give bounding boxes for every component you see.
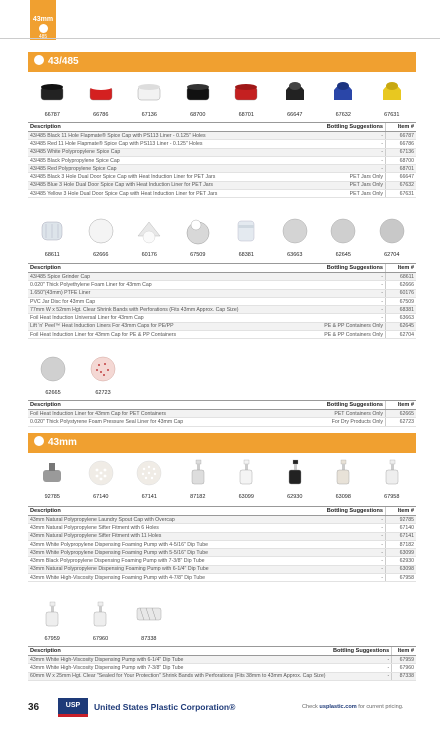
row-item-number[interactable]: 87182 — [386, 540, 417, 548]
page-number: 36 — [28, 702, 40, 713]
product-number: 67509 — [190, 252, 206, 258]
product-image-67632 — [328, 76, 358, 106]
pricing-note-pre: Check — [302, 704, 320, 710]
table-row — [28, 418, 416, 426]
row-item-number[interactable]: 62723 — [386, 418, 417, 426]
table-row — [28, 173, 416, 181]
row-description: PVC Jar Disc for 43mm Cap — [28, 297, 291, 305]
row-item-number[interactable]: 63663 — [386, 314, 417, 322]
product-number: 62665 — [45, 390, 61, 396]
row-item-number[interactable]: 68700 — [386, 156, 417, 164]
row-description: 43mm White Polypropylene Dispensing Foaming Pump with 4-5/16" Dip Tube — [28, 540, 291, 548]
row-description: 1.650"(43mm) PTFE Liner — [28, 289, 291, 297]
product-number: 63099 — [238, 494, 254, 500]
row-description: 43/485 Yellow 3 Hole Dual Door Spice Cap with Heat Induction Liner for PET Jars — [28, 190, 291, 198]
row-item-number[interactable]: 68381 — [386, 306, 417, 314]
product-number: 67141 — [141, 494, 157, 500]
product-62930[interactable] — [271, 458, 320, 502]
row-description: 43/485 Spice Grinder Cap — [28, 273, 291, 281]
product-63098[interactable] — [319, 458, 368, 502]
product-number: 67631 — [384, 112, 400, 118]
col-bottling: Bottling Suggestions — [291, 401, 386, 410]
row-bottling: - — [291, 557, 386, 565]
row-bottling: - — [291, 165, 386, 173]
col-item: Item # — [392, 647, 416, 656]
table-row — [28, 148, 416, 156]
product-row-2 — [28, 216, 416, 262]
row-description: 43mm White High-Viscosity Dispensing Pump with 7-3/8" Dip Tube — [28, 664, 327, 672]
table-row — [28, 524, 416, 532]
row-item-number[interactable]: 62665 — [386, 410, 417, 418]
table-row — [28, 557, 416, 565]
row-bottling: - — [291, 574, 386, 582]
product-row-5 — [28, 600, 173, 644]
product-number: 67136 — [141, 112, 157, 118]
product-image-68701 — [231, 76, 261, 106]
product-number: 87338 — [141, 636, 157, 642]
table-header-row — [28, 123, 416, 132]
table-row — [28, 565, 416, 573]
row-bottling: - — [291, 524, 386, 532]
col-description: Description — [28, 647, 327, 656]
row-item-number[interactable]: 67509 — [386, 297, 417, 305]
product-image-67958 — [377, 458, 407, 488]
product-image-62665 — [38, 354, 68, 384]
table-row — [28, 165, 416, 173]
section-header-43mm — [28, 433, 416, 453]
product-image-67631 — [377, 76, 407, 106]
spec-table-5 — [28, 646, 416, 681]
row-bottling: - — [291, 132, 386, 140]
row-bottling: PET Jars Only — [291, 181, 386, 189]
row-description: 43mm Natural Polypropylene Dispensing Foaming Pump with 6-1/4" Dip Tube — [28, 565, 291, 573]
row-item-number[interactable]: 67960 — [392, 664, 416, 672]
row-description: 0.020" Thick Polystyrene Foam Pressure Seal Liner for 43mm Cap — [28, 418, 291, 426]
product-66647[interactable] — [271, 76, 320, 118]
product-image-63098 — [328, 458, 358, 488]
row-item-number[interactable]: 63098 — [386, 565, 417, 573]
row-bottling: - — [291, 532, 386, 540]
product-row-3 — [28, 354, 128, 396]
table-row — [28, 331, 416, 339]
product-number: 68701 — [238, 112, 254, 118]
product-67631[interactable] — [368, 76, 417, 118]
table-row — [28, 273, 416, 281]
spec-table-4 — [28, 506, 416, 582]
row-item-number[interactable]: 68701 — [386, 165, 417, 173]
product-number: 60176 — [141, 252, 157, 258]
product-number: 68611 — [44, 252, 60, 258]
row-item-number[interactable]: 66647 — [386, 173, 417, 181]
row-item-number[interactable]: 66787 — [386, 132, 417, 140]
row-bottling: - — [291, 516, 386, 524]
row-item-number[interactable]: 67140 — [386, 524, 417, 532]
product-image-60176 — [134, 216, 164, 246]
product-row-4 — [28, 458, 416, 502]
spec-table-1 — [28, 122, 416, 198]
col-description: Description — [28, 401, 291, 410]
row-bottling: PET Containers Only — [291, 410, 386, 418]
row-item-number[interactable]: 67136 — [386, 148, 417, 156]
product-image-66787 — [37, 76, 67, 106]
product-92785[interactable] — [28, 458, 77, 502]
row-item-number[interactable]: 63099 — [386, 549, 417, 557]
website-link[interactable]: usplastic.com — [319, 704, 357, 710]
row-item-number[interactable]: 67631 — [386, 190, 417, 198]
product-image-63099 — [231, 458, 261, 488]
circle-icon — [34, 436, 44, 446]
product-68611[interactable] — [28, 216, 77, 262]
table-row — [28, 281, 416, 289]
row-item-number[interactable]: 66786 — [386, 140, 417, 148]
row-item-number[interactable]: 62704 — [386, 331, 417, 339]
row-description: 43mm Natural Polypropylene Sifter Fitment with 6 Holes — [28, 524, 291, 532]
row-description: 43/485 Red Polypropylene Spice Cap — [28, 165, 291, 173]
product-63099[interactable] — [222, 458, 271, 502]
row-bottling: - — [291, 273, 386, 281]
table-header-row — [28, 647, 416, 656]
row-bottling: - — [291, 281, 386, 289]
row-bottling: PE & PP Containers Only — [291, 322, 386, 330]
table-row — [28, 549, 416, 557]
product-image-62645 — [328, 216, 358, 246]
row-description: Foil Heat Induction Liner for 43mm Cap for PE & PP Containers — [28, 331, 291, 339]
col-bottling: Bottling Suggestions — [291, 264, 386, 273]
row-bottling: - — [291, 549, 386, 557]
product-66787[interactable] — [28, 76, 77, 118]
row-item-number[interactable]: 87338 — [392, 672, 416, 680]
product-87182[interactable] — [174, 458, 223, 502]
product-number: 62645 — [335, 252, 351, 258]
product-62704[interactable] — [368, 216, 417, 262]
product-67960[interactable] — [76, 600, 124, 644]
col-description: Description — [28, 507, 291, 516]
product-62645[interactable] — [319, 216, 368, 262]
section-title: 43mm — [48, 437, 77, 448]
col-item: Item # — [386, 123, 417, 132]
row-item-number[interactable]: 68611 — [386, 273, 417, 281]
product-number: 67958 — [384, 494, 400, 500]
col-item: Item # — [386, 401, 417, 410]
row-item-number[interactable]: 67959 — [392, 656, 416, 664]
col-item: Item # — [386, 507, 417, 516]
row-description: 43/485 Black Polypropylene Spice Cap — [28, 156, 291, 164]
row-description: 43/485 Blue 3 Hole Dual Door Spice Cap with Heat Induction Liner for PET Jars — [28, 181, 291, 189]
product-image-66786 — [86, 76, 116, 106]
table-row — [28, 181, 416, 189]
product-row-1 — [28, 76, 416, 118]
section-title: 43/485 — [48, 56, 79, 67]
col-bottling: Bottling Suggestions — [291, 123, 386, 132]
table-row — [28, 306, 416, 314]
product-number: 66786 — [93, 112, 109, 118]
product-image-68611 — [37, 216, 67, 246]
product-image-66647 — [280, 76, 310, 106]
top-divider — [0, 38, 440, 39]
row-bottling: - — [327, 672, 391, 680]
product-image-62666 — [86, 216, 116, 246]
row-description: 43/485 Black 11 Hole Flapmate® Spice Cap with PS113 Liner - 0.125" Holes — [28, 132, 291, 140]
product-image-62930 — [280, 458, 310, 488]
table-row — [28, 656, 416, 664]
row-description: 43mm White High-Viscosity Dispensing Foaming Pump with 4-7/8" Dip Tube — [28, 574, 291, 582]
table-row — [28, 297, 416, 305]
col-description: Description — [28, 123, 291, 132]
row-bottling: PET Jars Only — [291, 190, 386, 198]
product-60176[interactable] — [125, 216, 174, 262]
brand-name: United States Plastic Corporation® — [94, 702, 236, 712]
page-footer — [0, 694, 440, 720]
product-image-87182 — [183, 458, 213, 488]
row-description: Foil Heat Induction Universal Liner for 43mm Cap — [28, 314, 291, 322]
col-bottling: Bottling Suggestions — [291, 507, 386, 516]
product-68381[interactable] — [222, 216, 271, 262]
product-67959[interactable] — [28, 600, 76, 644]
row-bottling: - — [291, 540, 386, 548]
col-item: Item # — [386, 264, 417, 273]
tab-dot-icon — [39, 24, 48, 33]
product-number: 62930 — [287, 494, 303, 500]
tab-label: 43mm — [32, 16, 54, 23]
row-description: 77mm W x 52mm Hgt. Clear Shrink Bands with Perforations (Fits 43mm Approx. Cap Size) — [28, 306, 291, 314]
product-63663[interactable] — [271, 216, 320, 262]
product-number: 67960 — [92, 636, 109, 642]
product-67509[interactable] — [174, 216, 223, 262]
table-row — [28, 132, 416, 140]
product-number: 68700 — [190, 112, 206, 118]
table-row — [28, 540, 416, 548]
row-bottling: - — [327, 656, 391, 664]
row-description: 60mm W x 25mm Hgt. Clear "Sealed for Your Protection" Shrink Bands with Perforations (Fits 38mm to 43mm Approx. Cap Size) — [30, 673, 326, 680]
product-67958[interactable] — [368, 458, 417, 502]
row-bottling: PE & PP Containers Only — [291, 331, 386, 339]
usp-logo: USP — [58, 698, 88, 717]
table-row — [28, 672, 416, 680]
row-bottling: - — [327, 664, 391, 672]
row-bottling: PET Jars Only — [291, 173, 386, 181]
product-number: 63098 — [335, 494, 351, 500]
product-66786[interactable] — [77, 76, 126, 118]
table-header-row — [28, 264, 416, 273]
row-item-number[interactable]: 62666 — [386, 281, 417, 289]
product-67141[interactable] — [125, 458, 174, 502]
table-row — [28, 140, 416, 148]
table-row — [28, 289, 416, 297]
product-87338[interactable] — [125, 600, 173, 644]
section-tab — [30, 0, 56, 40]
table-row — [28, 322, 416, 330]
spec-table-2 — [28, 263, 416, 339]
product-number: 66647 — [287, 112, 303, 118]
row-item-number[interactable]: 67141 — [386, 532, 417, 540]
row-bottling: - — [291, 289, 386, 297]
table-row — [28, 532, 416, 540]
row-description: Foil Heat Induction Liner for 43mm Cap for PET Containers — [28, 410, 291, 418]
circle-icon — [34, 55, 44, 65]
row-description: 43mm Natural Polypropylene Laundry Spout Cap with Overcap — [28, 516, 291, 524]
product-image-67141 — [134, 458, 164, 488]
product-image-67136 — [134, 76, 164, 106]
product-67632[interactable] — [319, 76, 368, 118]
col-bottling: Bottling Suggestions — [327, 647, 391, 656]
product-image-87338 — [134, 600, 164, 630]
product-image-92785 — [37, 458, 67, 488]
product-number: 62666 — [93, 252, 109, 258]
product-number: 63663 — [287, 252, 303, 258]
product-image-67960 — [85, 600, 115, 630]
product-number: 68381 — [238, 252, 254, 258]
product-number: 62704 — [384, 252, 400, 258]
row-item-number[interactable]: 67632 — [386, 181, 417, 189]
product-68700[interactable] — [174, 76, 223, 118]
product-image-63663 — [280, 216, 310, 246]
product-62723[interactable] — [78, 354, 128, 396]
product-number: 67959 — [44, 636, 60, 642]
product-image-67140 — [86, 458, 116, 488]
product-number: 67140 — [93, 494, 109, 500]
row-description: 43mm Natural Polypropylene Sifter Fitment with 11 Holes — [28, 532, 291, 540]
table-row — [28, 664, 416, 672]
row-description: 43mm White High-Viscosity Dispensing Pump with 6-1/4" Dip Tube — [28, 656, 327, 664]
row-description: Lift 'n' Peel™ Heat Induction Liners For 43mm Caps for PE/PP — [28, 322, 291, 330]
product-image-68700 — [183, 76, 213, 106]
row-item-number[interactable]: 62645 — [386, 322, 417, 330]
row-description: 43mm Black Polypropylene Dispensing Foaming Pump with 7-3/8" Dip Tube — [28, 557, 291, 565]
section-header-43-485 — [28, 52, 416, 72]
product-number: 66787 — [44, 112, 60, 118]
product-68701[interactable] — [222, 76, 271, 118]
row-item-number[interactable]: 67958 — [386, 574, 417, 582]
table-row — [28, 516, 416, 524]
row-description: 0.020" Thick Polyethylene Foam Liner for 43mm Cap — [28, 281, 291, 289]
product-62665[interactable] — [28, 354, 78, 396]
product-number: 67632 — [335, 112, 351, 118]
table-row — [28, 190, 416, 198]
product-image-68381 — [231, 216, 261, 246]
table-row — [28, 410, 416, 418]
product-image-67959 — [37, 600, 67, 630]
row-description: 43/485 Red 11 Hole Flapmate® Spice Cap with PS113 Liner - 0.125" Holes — [28, 140, 291, 148]
row-bottling: For Dry Products Only — [291, 418, 386, 426]
table-row — [28, 314, 416, 322]
product-image-67509 — [183, 216, 213, 246]
col-description: Description — [28, 264, 291, 273]
row-bottling: - — [291, 140, 386, 148]
product-67140[interactable] — [77, 458, 126, 502]
row-description: 43mm White Polypropylene Dispensing Foaming Pump with 5-5/16" Dip Tube — [28, 549, 291, 557]
product-67136[interactable] — [125, 76, 174, 118]
product-image-62723 — [88, 354, 118, 384]
row-item-number[interactable]: 62930 — [386, 557, 417, 565]
row-bottling: - — [291, 565, 386, 573]
row-bottling: - — [291, 306, 386, 314]
row-item-number[interactable]: 60176 — [386, 289, 417, 297]
table-row — [28, 574, 416, 582]
pricing-note — [302, 704, 403, 710]
row-bottling: - — [291, 297, 386, 305]
row-bottling: - — [291, 156, 386, 164]
product-number: 62723 — [95, 390, 111, 396]
product-62666[interactable] — [77, 216, 126, 262]
table-header-row — [28, 401, 416, 410]
product-number: 92785 — [44, 494, 60, 500]
row-bottling: - — [291, 148, 386, 156]
table-row — [28, 156, 416, 164]
product-number: 87182 — [190, 494, 206, 500]
pricing-note-post: for current pricing. — [356, 704, 404, 710]
row-description: 43/485 White Polypropylene Spice Cap — [28, 148, 291, 156]
table-header-row — [28, 507, 416, 516]
product-image-62704 — [377, 216, 407, 246]
row-description: 43/485 Black 3 Hole Dual Door Spice Cap with Heat Induction Liner for PET Jars — [28, 173, 291, 181]
spec-table-3 — [28, 400, 416, 427]
row-bottling: - — [291, 314, 386, 322]
row-item-number[interactable]: 92785 — [386, 516, 417, 524]
tab-sublabel: 485 — [38, 34, 48, 40]
